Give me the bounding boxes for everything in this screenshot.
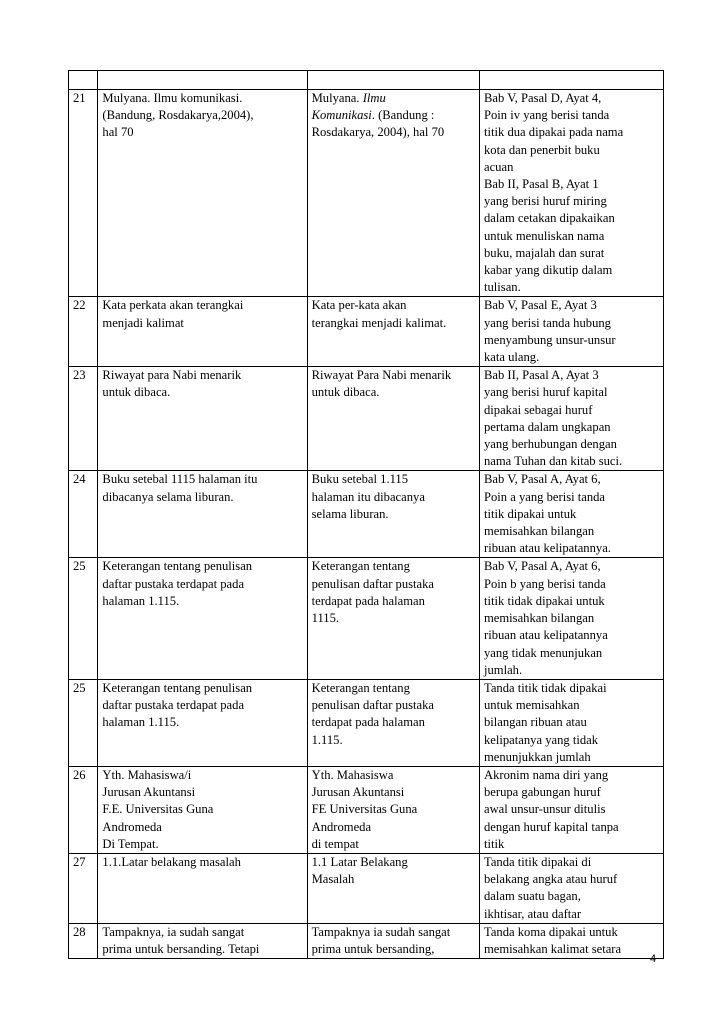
page-number: 4 (650, 953, 657, 965)
table-row (69, 297, 664, 367)
original-text: 1.1.Latar belakang masalah (98, 853, 307, 923)
table-row (69, 471, 664, 558)
rule-text: Tanda koma dipakai untuk memisahkan kalimat setara (480, 923, 664, 958)
corrected-text-part: Mulyana. (311, 91, 363, 105)
table-row (69, 923, 664, 958)
corrected-text: Yth. Mahasiswa Jurusan Akuntansi FE Universitas Guna Andromeda di tempat (307, 766, 479, 853)
row-number: 23 (69, 367, 98, 471)
row-number: 25 (69, 558, 98, 679)
row-number: 22 (69, 297, 98, 367)
original-text: Mulyana. Ilmu komunikasi. (Bandung, Rosdakarya,2004), hal 70 (98, 90, 307, 297)
rule-text: Bab II, Pasal A, Ayat 3 yang berisi huruf kapital dipakai sebagai huruf pertama dalam ungkapan yang berhubungan dengan nama Tuhan dan kitab suci. (480, 367, 664, 471)
header-cell (307, 71, 479, 90)
corrected-text-italic: Ilmu Komunikasi (311, 91, 386, 123)
table-row (69, 558, 664, 679)
corrected-text: Tampaknya ia sudah sangat prima untuk bersanding, (307, 923, 479, 958)
table-row (69, 679, 664, 766)
table-row (69, 853, 664, 923)
original-text: Riwayat para Nabi menarik untuk dibaca. (98, 367, 307, 471)
table-header-row (69, 71, 664, 90)
table-row (69, 367, 664, 471)
corrected-text: Keterangan tentang penulisan daftar pustaka terdapat pada halaman 1115. (307, 558, 479, 679)
original-text: Tampaknya, ia sudah sangat prima untuk bersanding. Tetapi (98, 923, 307, 958)
row-number: 27 (69, 853, 98, 923)
rule-text: Tanda titik tidak dipakai untuk memisahkan bilangan ribuan atau kelipatanya yang tidak menunjukkan jumlah (480, 679, 664, 766)
rule-text: Akronim nama diri yang berupa gabungan huruf awal unsur-unsur ditulis dengan huruf kapital tanpa titik (480, 766, 664, 853)
original-text: Buku setebal 1115 halaman itu dibacanya selama liburan. (98, 471, 307, 558)
header-cell (69, 71, 98, 90)
rule-text: Bab V, Pasal A, Ayat 6, Poin b yang berisi tanda titik tidak dipakai untuk memisahkan bilangan ribuan atau kelipatannya yang tidak menunjukan jumlah. (480, 558, 664, 679)
header-cell (480, 71, 664, 90)
original-text: Keterangan tentang penulisan daftar pustaka terdapat pada halaman 1.115. (98, 679, 307, 766)
rule-text: Bab V, Pasal D, Ayat 4, Poin iv yang berisi tanda titik dua dipakai pada nama kota dan penerbit buku acuan Bab II, Pasal B, Ayat 1 yang berisi huruf miring dalam cetakan dipakaikan untuk menuliskan nama buku, majalah dan surat kabar yang dikutip dalam tulisan. (480, 90, 664, 297)
corrected-text: 1.1 Latar Belakang Masalah (307, 853, 479, 923)
correction-table (68, 70, 664, 959)
row-number: 25 (69, 679, 98, 766)
row-number: 26 (69, 766, 98, 853)
rule-text: Bab V, Pasal E, Ayat 3 yang berisi tanda hubung menyambung unsur-unsur kata ulang. (480, 297, 664, 367)
rule-text: Tanda titik dipakai di belakang angka atau huruf dalam suatu bagan, ikhtisar, atau daftar (480, 853, 664, 923)
row-number: 24 (69, 471, 98, 558)
table-row (69, 90, 664, 297)
rule-text: Bab V, Pasal A, Ayat 6, Poin a yang berisi tanda titik dipakai untuk memisahkan bilangan ribuan atau kelipatannya. (480, 471, 664, 558)
corrected-text: Keterangan tentang penulisan daftar pustaka terdapat pada halaman 1.115. (307, 679, 479, 766)
corrected-text: Buku setebal 1.115 halaman itu dibacanya selama liburan. (307, 471, 479, 558)
row-number: 21 (69, 90, 98, 297)
original-text: Keterangan tentang penulisan daftar pustaka terdapat pada halaman 1.115. (98, 558, 307, 679)
row-number: 28 (69, 923, 98, 958)
original-text: Yth. Mahasiswa/i Jurusan Akuntansi F.E. Universitas Guna Andromeda Di Tempat. (98, 766, 307, 853)
corrected-text (307, 90, 479, 297)
table-row (69, 766, 664, 853)
corrected-text-part: . (Bandung : Rosdakarya, 2004), hal 70 (311, 108, 445, 140)
corrected-text: Kata per-kata akan terangkai menjadi kalimat. (307, 297, 479, 367)
header-cell (98, 71, 307, 90)
original-text: Kata perkata akan terangkai menjadi kalimat (98, 297, 307, 367)
corrected-text: Riwayat Para Nabi menarik untuk dibaca. (307, 367, 479, 471)
